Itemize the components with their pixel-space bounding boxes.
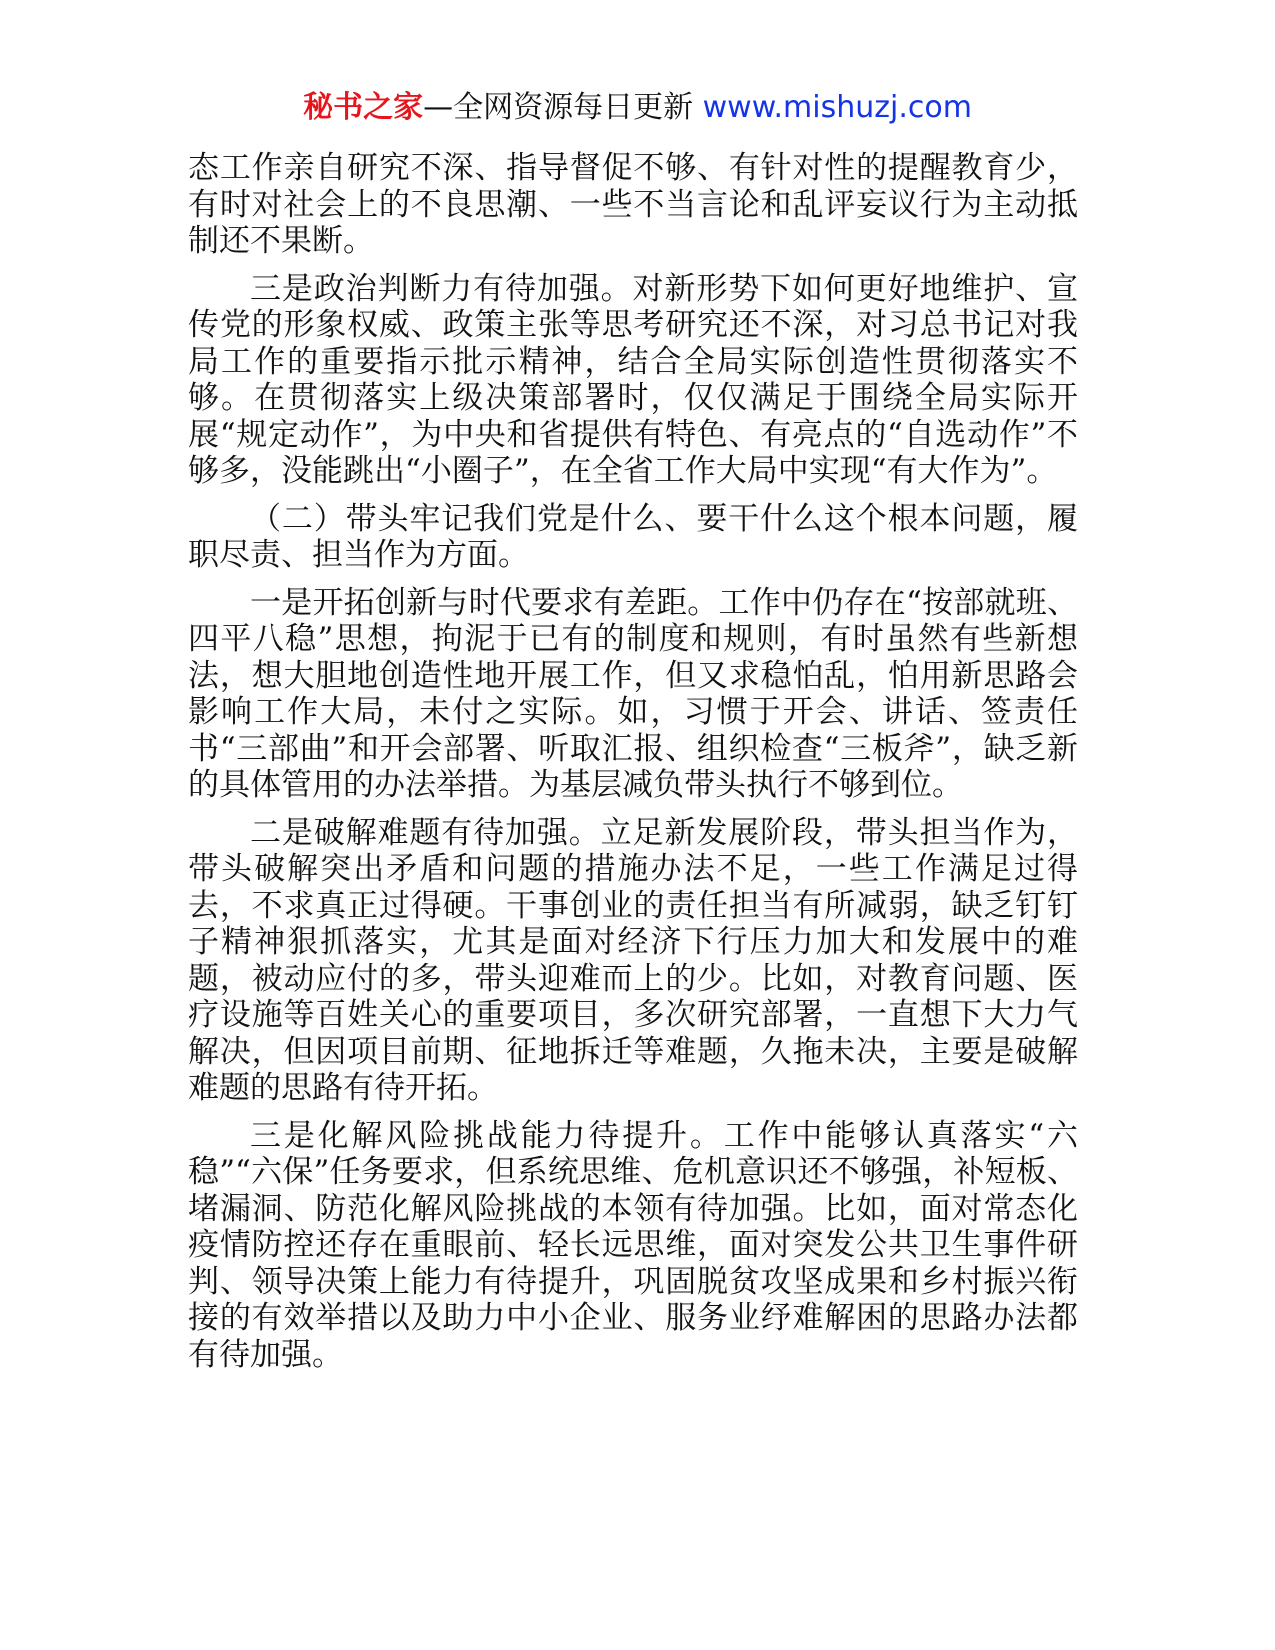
header-tagline: —全网资源每日更新 bbox=[423, 90, 703, 125]
paragraph-political-judgment: 三是政治判断力有待加强。对新形势下如何更好地维护、宣传党的形象权威、政策主张等思考研究还不深，对习总书记对我局工作的重要指示批示精神，结合全局实际创造性贯彻落实不够。在贯彻落实上级决策部署时，仅仅满足于围绕全局实际开展“规定动作”，为中央和省提供有特色、有亮点的“自选动作”不够多，没能跳出“小圈子”，在全省工作大局中实现“有大作为”。 bbox=[188, 270, 1078, 489]
brand-name: 秘书之家 bbox=[303, 90, 424, 125]
paragraph-risk-resolution: 三是化解风险挑战能力待提升。工作中能够认真落实“六稳”“六保”任务要求，但系统思维、危机意识还不够强，补短板、堵漏洞、防范化解风险挑战的本领有待加强。比如，面对常态化疫情防控还存在重眼前、轻长远思维，面对突发公共卫生事件研判、领导决策上能力有待提升，巩固脱贫攻坚成果和乡村振兴衔接的有效举措以及助力中小企业、服务业纾难解困的思路办法都有待加强。 bbox=[188, 1117, 1078, 1373]
site-url-link[interactable]: www.mishuzj.com bbox=[702, 90, 972, 125]
paragraph-innovation: 一是开拓创新与时代要求有差距。工作中仍存在“按部就班、四平八稳”思想，拘泥于已有的制度和规则，有时虽然有些新想法，想大胆地创造性地开展工作，但又求稳怕乱，怕用新思路会影响工作大局，未付之实际。如，习惯于开会、讲话、签责任书“三部曲”和开会部署、听取汇报、组织检查“三板斧”，缺乏新的具体管用的办法举措。为基层减负带头执行不够到位。 bbox=[188, 584, 1078, 803]
site-header bbox=[0, 86, 1275, 130]
section-heading-two: （二）带头牢记我们党是什么、要干什么这个根本问题，履职尽责、担当作为方面。 bbox=[188, 500, 1078, 573]
paragraph-continued: 态工作亲自研究不深、指导督促不够、有针对性的提醒教育少，有时对社会上的不良思潮、一些不当言论和乱评妄议行为主动抵制还不果断。 bbox=[188, 150, 1078, 259]
document-body bbox=[188, 150, 1078, 1384]
paragraph-problem-solving: 二是破解难题有待加强。立足新发展阶段，带头担当作为，带头破解突出矛盾和问题的措施办法不足，一些工作满足过得去，不求真正过得硬。干事创业的责任担当有所减弱，缺乏钉钉子精神狠抓落实，尤其是面对经济下行压力加大和发展中的难题，被动应付的多，带头迎难而上的少。比如，对教育问题、医疗设施等百姓关心的重要项目，多次研究部署，一直想下大力气解决，但因项目前期、征地拆迁等难题，久拖未决，主要是破解难题的思路有待开拓。 bbox=[188, 814, 1078, 1106]
